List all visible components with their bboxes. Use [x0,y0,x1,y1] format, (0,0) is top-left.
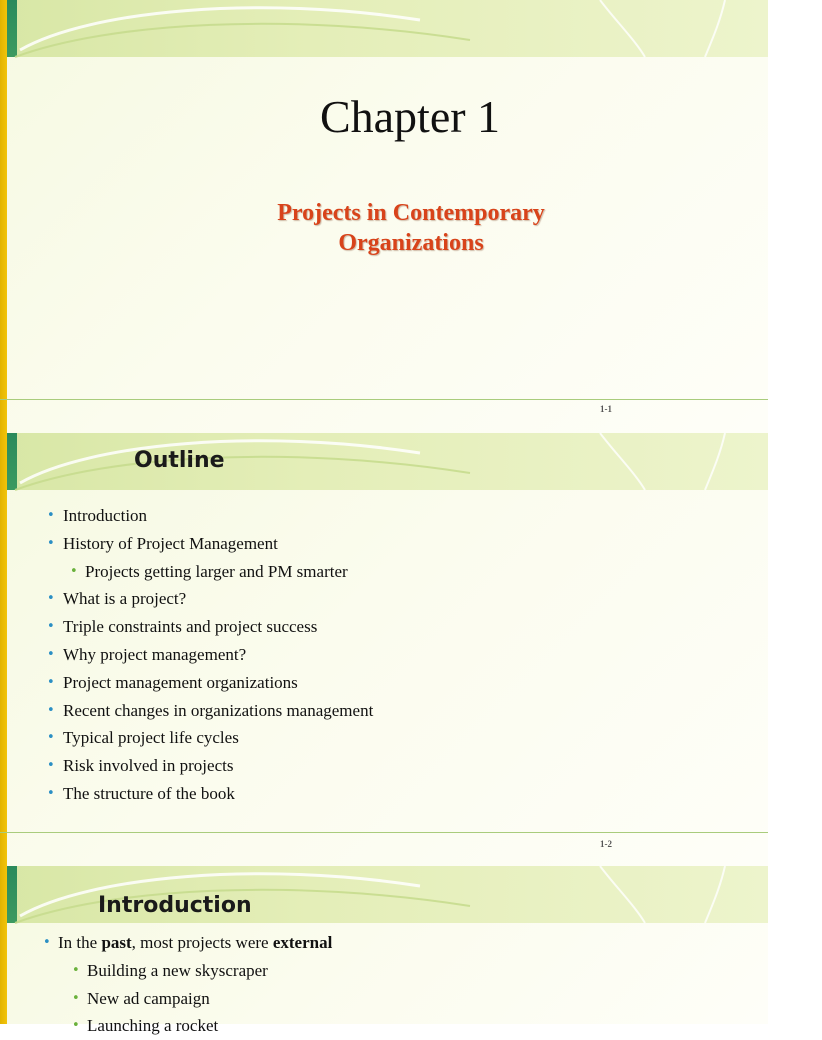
list-item: • Triple constraints and project success [0,613,373,641]
bullet-icon: • [47,758,55,774]
bullet-icon: • [70,563,78,579]
list-item: • The structure of the book [0,780,373,808]
list-item: • Risk involved in projects [0,752,373,780]
chapter-title: Chapter 1 [319,91,501,142]
slide-2 [0,433,768,866]
bullet-icon: • [47,785,55,801]
bullet-icon: • [47,508,55,523]
slide-footer-line [0,399,768,400]
list-item: • Project management organizations [0,669,373,697]
list-item: • What is a project? [0,585,373,613]
header-swoosh-decoration [0,0,768,57]
bullet-icon: • [72,962,80,978]
list-item: • New ad campaign [0,985,332,1013]
chapter-subtitle-line-1: Projects in Contemporary [277,200,545,226]
bullet-icon: • [47,619,55,635]
chapter-subtitle-line-2: Organizations [338,230,484,256]
list-item: • Projects getting larger and PM smarter [0,558,373,586]
bullet-icon: • [47,535,55,551]
list-item: • Typical project life cycles [0,724,373,752]
list-item: • Why project management? [0,641,373,669]
slide-number: 1-1 [600,404,612,414]
outline-list [0,502,373,808]
slide-3 [0,866,768,1036]
list-item: • History of Project Management [0,530,373,558]
bullet-icon: • [47,591,55,607]
list-item: • Building a new skyscraper [0,957,332,985]
list-item: • Recent changes in organizations management [0,697,373,725]
list-item: • Introduction [0,502,373,530]
bullet-icon: • [47,730,55,746]
slide-heading: Outline [134,448,225,473]
slide-number: 1-2 [600,839,612,849]
bullet-icon: • [72,990,80,1006]
slide-heading: Introduction [98,893,252,918]
list-item: • In the past, most projects were external [0,929,332,957]
header-swoosh-decoration [0,433,768,490]
slide-1 [0,0,768,433]
bullet-icon: • [72,1018,80,1034]
introduction-list [0,929,332,1040]
chapter-subtitle [0,198,822,258]
list-item: • Launching a rocket [0,1012,332,1040]
bullet-icon: • [47,674,55,690]
bullet-icon: • [47,646,55,662]
bullet-icon: • [47,702,55,718]
slide-footer-line [0,832,768,833]
bullet-icon: • [43,935,51,950]
